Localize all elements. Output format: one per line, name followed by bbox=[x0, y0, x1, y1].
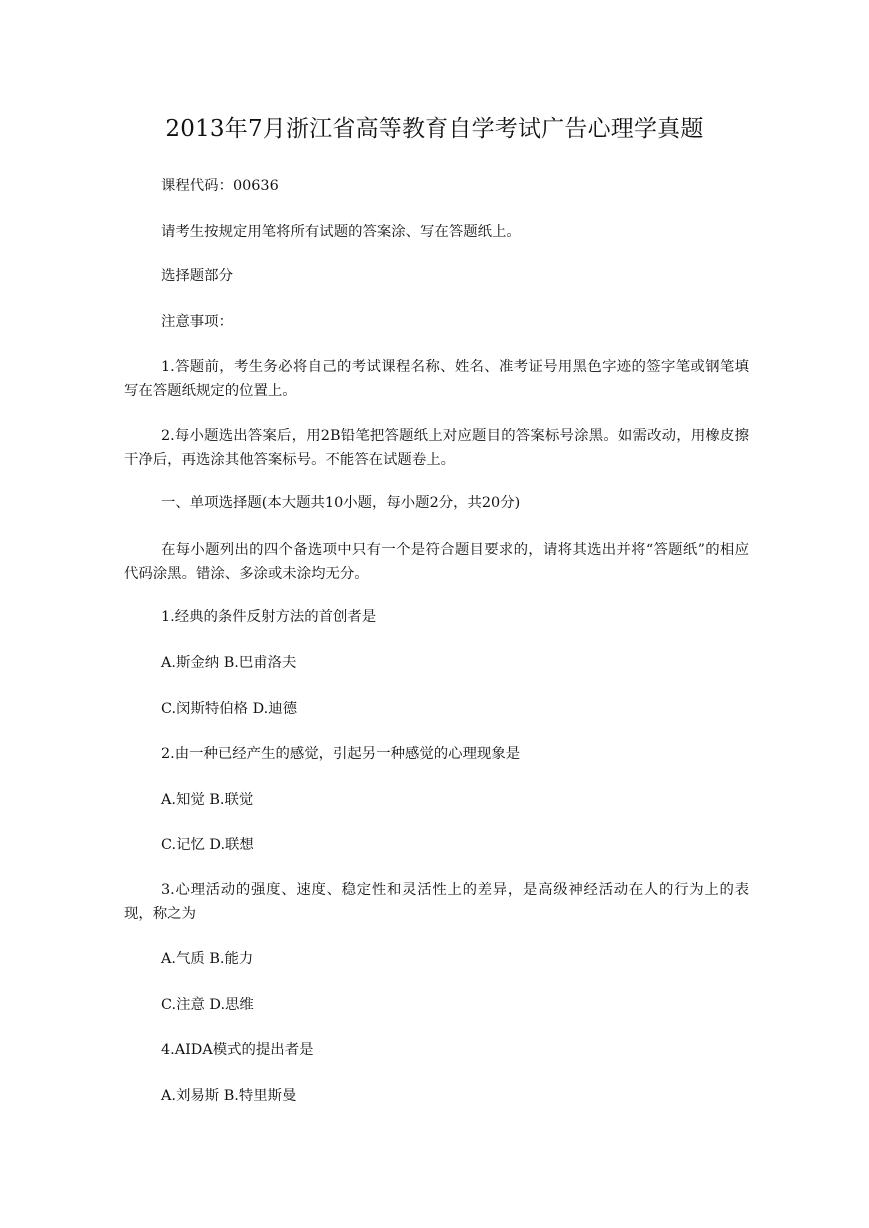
question-3-options-a-b: A.气质 B.能力 bbox=[161, 951, 254, 967]
instruction-text: 请考生按规定用笔将所有试题的答案涂、写在答题纸上。 bbox=[161, 224, 521, 240]
part-1-heading: 一、单项选择题(本大题共10小题，每小题2分，共20分) bbox=[161, 495, 521, 511]
course-code: 课程代码：00636 bbox=[161, 178, 279, 194]
question-2-options-a-b: A.知觉 B.联觉 bbox=[161, 792, 254, 808]
question-3-options-c-d: C.注意 D.思维 bbox=[161, 997, 254, 1013]
question-1-options-c-d: C.闵斯特伯格 D.迪德 bbox=[161, 701, 297, 717]
question-2-options-c-d: C.记忆 D.联想 bbox=[161, 837, 254, 853]
question-1-options-a-b: A.斯金纳 B.巴甫洛夫 bbox=[161, 655, 297, 671]
note-2: 2.每小题选出答案后，用2B铅笔把答题纸上对应题目的答案标号涂黑。如需改动，用橡皮擦干净后，再选涂其他答案标号。不能答在试题卷上。 bbox=[124, 428, 749, 468]
section-label: 选择题部分 bbox=[161, 268, 233, 284]
question-3-stem: 3.心理活动的强度、速度、稳定性和灵活性上的差异，是高级神经活动在人的行为上的表现，称之为 bbox=[124, 882, 749, 922]
question-4-options-a-b: A.刘易斯 B.特里斯曼 bbox=[161, 1088, 297, 1104]
notes-heading: 注意事项： bbox=[161, 314, 233, 330]
question-1-stem: 1.经典的条件反射方法的首创者是 bbox=[161, 609, 377, 625]
note-1: 1.答题前，考生务必将自己的考试课程名称、姓名、准考证号用黑色字迹的签字笔或钢笔填写在答题纸规定的位置上。 bbox=[124, 359, 749, 399]
page-title: 2013年7月浙江省高等教育自学考试广告心理学真题 bbox=[165, 116, 704, 142]
question-4-stem: 4.AIDA模式的提出者是 bbox=[161, 1042, 314, 1058]
part-1-instruction: 在每小题列出的四个备选项中只有一个是符合题目要求的，请将其选出并将“答题纸”的相应代码涂黑。错涂、多涂或未涂均无分。 bbox=[124, 542, 749, 582]
question-2-stem: 2.由一种已经产生的感觉，引起另一种感觉的心理现象是 bbox=[161, 746, 521, 762]
